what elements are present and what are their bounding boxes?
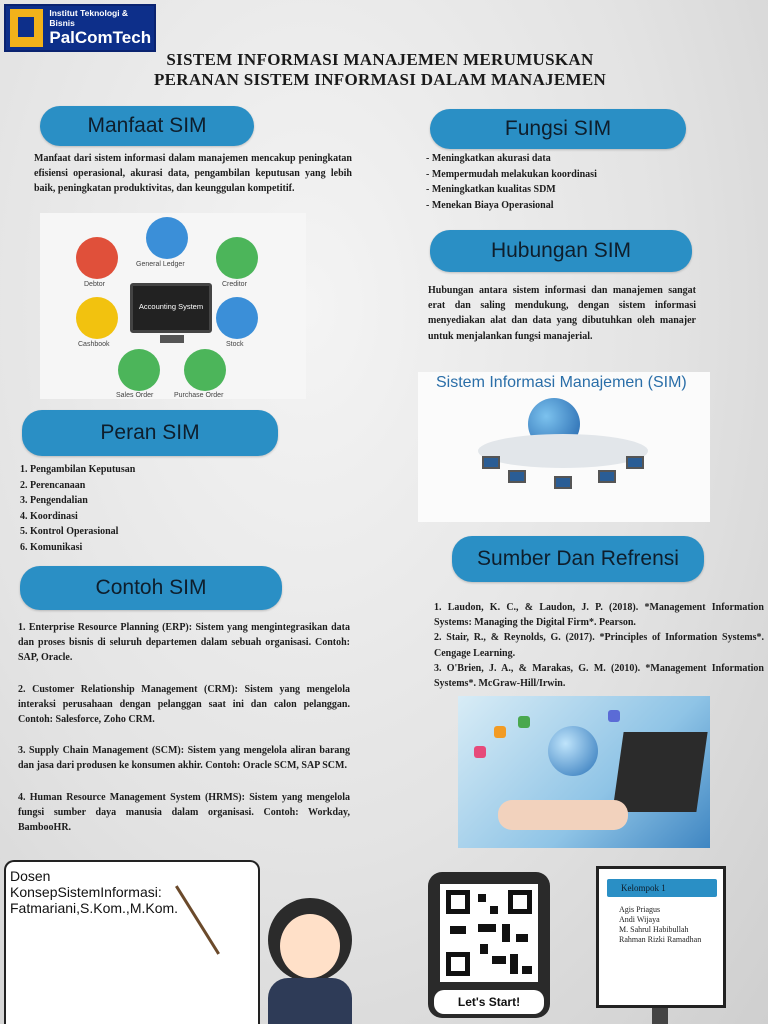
fungsi-list (426, 151, 746, 213)
peran-item: 3. Pengendalian (20, 495, 88, 507)
peran-item: 6. Komunikasi (20, 541, 83, 553)
qr-caption: Let's Start! (434, 990, 544, 1014)
reference-item: 1. Laudon, K. C., & Laudon, J. P. (2018). *Management Information Systems: Managing the Digital Firm*. Pearson. (434, 602, 764, 629)
title-line1: SISTEM INFORMASI MANAJEMEN MERUMUSKAN (166, 50, 594, 69)
member-name: Rahman Rizki Ramadhan (619, 935, 702, 944)
hubungan-body: Hubungan antara sistem informasi dan manajemen sangat erat dan saling mendukung, dengan sistem informasi menyediakan alat dan data yang dibutuhkan oleh manajer untuk menjalankan fungsi manajerial. (428, 285, 696, 342)
kelompok-board (596, 866, 726, 1008)
globe-icon (548, 726, 598, 776)
institution-logo (4, 4, 156, 52)
node-cashbook: Cashbook (78, 341, 110, 348)
monitor-stand-icon (160, 335, 184, 343)
dosen-card (4, 860, 260, 1024)
node-debtor: Debtor (84, 281, 106, 288)
monitor-icon (130, 283, 212, 333)
app-icon (518, 716, 530, 728)
logo-line2: PalComTech (49, 28, 152, 47)
fungsi-item: - Meningkatkan kualitas SDM (426, 184, 556, 196)
app-icon (608, 710, 620, 722)
peran-heading: Peran SIM (22, 410, 278, 456)
sales-order-icon (118, 349, 160, 391)
logo-line1: Institut Teknologi & Bisnis (49, 8, 129, 28)
fungsi-heading: Fungsi SIM (430, 109, 686, 149)
peran-list (20, 462, 240, 556)
hands-icon (498, 800, 628, 830)
fungsi-item: - Menekan Biaya Operasional (426, 199, 554, 211)
node-creditor: Creditor (222, 281, 247, 288)
laptop-icon (626, 456, 644, 469)
node-stock: Stock (226, 341, 244, 348)
reference-item: 2. Stair, R., & Reynolds, G. (2017). *Principles of Information Systems*. Cengage Learning. (434, 632, 764, 659)
contoh-list (18, 620, 350, 835)
peran-item: 1. Pengambilan Keputusan (20, 464, 136, 475)
qr-code-icon[interactable] (440, 884, 538, 982)
title-line2: PERANAN SISTEM INFORMASI DALAM MANAJEMEN (153, 70, 607, 89)
dosen-label: Dosen (10, 868, 51, 884)
hubungan-heading: Hubungan SIM (430, 230, 692, 272)
contoh-heading: Contoh SIM (20, 566, 282, 610)
diagram-center-label: Accounting System (138, 302, 204, 311)
peran-item: 5. Kontrol Operasional (20, 526, 119, 538)
node-sales-order: Sales Order (116, 392, 154, 399)
peran-item: 2. Perencanaan (20, 479, 86, 491)
cashbook-icon (76, 297, 118, 339)
contoh-item: 4. Human Resource Management System (HRMS): Sistem yang mengelola fungsi sumber daya manusia dalam organisasi. Contoh: Workday, BambooHR. (18, 791, 350, 834)
fungsi-item: - Mempermudah melakukan koordinasi (426, 168, 597, 180)
peran-item: 4. Koordinasi (20, 510, 78, 522)
purchase-order-icon (184, 349, 226, 391)
app-icon (474, 746, 486, 758)
teacher-body-icon (268, 978, 352, 1024)
contoh-item: 3. Supply Chain Management (SCM): Sistem yang mengelola aliran barang dan jasa dari produsen ke konsumen akhir. Contoh: Oracle SCM, SAP SCM. (18, 745, 350, 772)
contoh-item: 1. Enterprise Resource Planning (ERP): Sistem yang mengintegrasikan data dan proses bisnis di seluruh departemen dalam sebuah organisasi. Contoh: SAP, Oracle. (18, 622, 350, 664)
laptop-icon (598, 470, 616, 483)
laptop-icon (482, 456, 500, 469)
debtor-icon (76, 237, 118, 279)
laptop-icon (554, 476, 572, 489)
teacher-face-icon (280, 914, 340, 978)
laptop-icon (508, 470, 526, 483)
stock-icon (216, 297, 258, 339)
sim-image-title: Sistem Informasi Manajemen (SIM) (436, 374, 687, 391)
node-general-ledger: General Ledger (136, 261, 185, 268)
contoh-item: 2. Customer Relationship Management (CRM): Sistem yang mengelola interaksi perusahaan dengan pelanggan saat ini dan calon pelanggan. Contoh: Salesforce, Zoho CRM. (18, 683, 350, 726)
node-purchase-order: Purchase Order (174, 392, 224, 399)
sim-network-image (418, 372, 710, 522)
dosen-name: Fatmariani,S.Kom.,M.Kom. (10, 900, 179, 916)
ledger-icon (146, 217, 188, 259)
reference-item: 3. O'Brien, J. A., & Marakas, G. M. (2010). *Management Information Systems*. McGraw-Hill/Irwin. (434, 662, 764, 690)
network-base (478, 434, 648, 468)
fungsi-item: - Meningkatkan akurasi data (426, 153, 551, 164)
app-icon (494, 726, 506, 738)
technology-image (458, 696, 710, 848)
sumber-heading: Sumber Dan Refrensi (452, 536, 704, 582)
laptop-icon (612, 732, 707, 812)
member-name: Andi Wijaya (619, 915, 660, 924)
sumber-list (434, 600, 764, 691)
logo-mark-icon (10, 9, 43, 47)
poster-title (100, 50, 660, 90)
dosen-course: KonsepSistemInformasi: (10, 884, 162, 900)
qr-card (428, 872, 550, 1018)
member-name: M. Sahrul Habibullah (619, 925, 689, 934)
accounting-diagram (40, 213, 306, 399)
member-name: Agis Priagus (619, 905, 661, 914)
board-stand-icon (652, 1008, 668, 1024)
creditor-icon (216, 237, 258, 279)
manfaat-body: Manfaat dari sistem informasi dalam manajemen mencakup peningkatan efisiensi operasional, akurasi data, pengambilan keputusan yang lebih baik, peningkatan produktivitas, dan keunggulan kompetitif. (34, 153, 352, 195)
manfaat-heading: Manfaat SIM (40, 106, 254, 146)
kelompok-heading: Kelompok 1 (607, 879, 717, 897)
